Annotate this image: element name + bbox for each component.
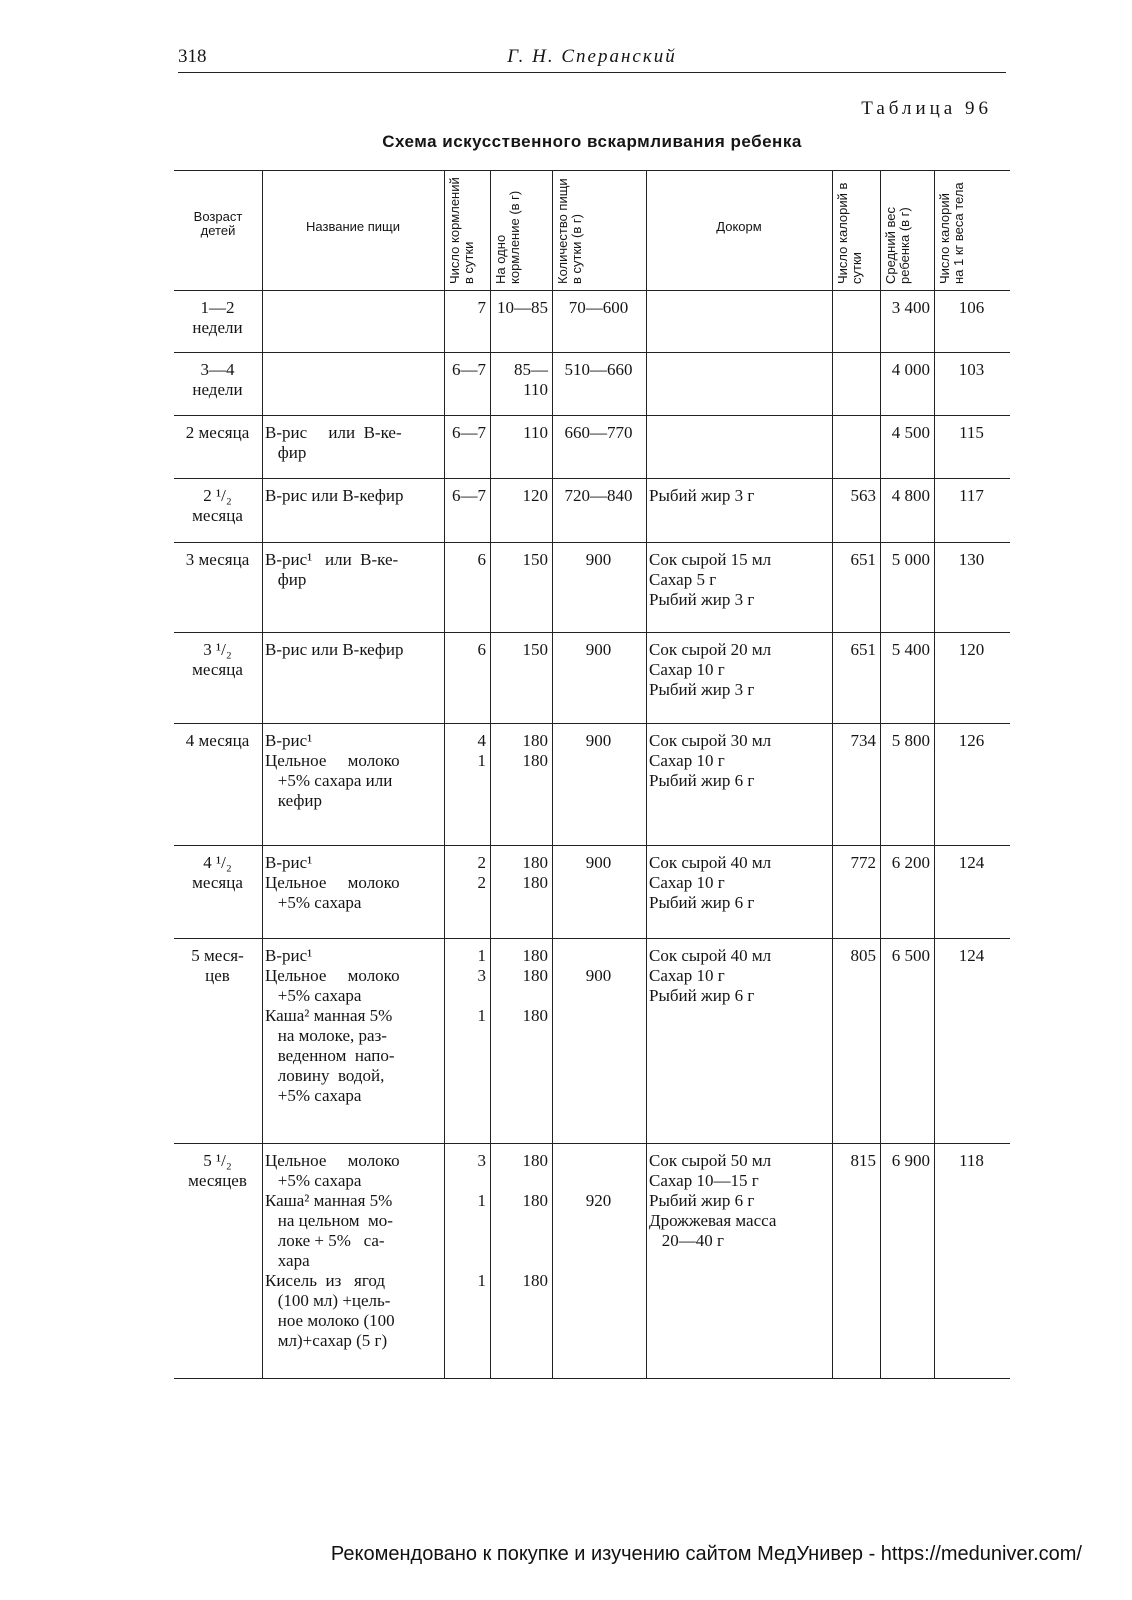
age-cell: 3—4 недели	[192, 360, 243, 399]
daily-amount-cell: 900	[585, 550, 612, 569]
column-rule	[832, 170, 833, 1378]
weight-cell: 4 000	[891, 360, 930, 379]
supplement-cell: Сок сырой 20 мл Сахар 10 г Рыбий жир 3 г	[649, 640, 772, 699]
weight-cell: 5 000	[891, 550, 930, 569]
age-cell: 1—2 недели	[192, 298, 243, 337]
food-cell: В-рис¹ Цельное молоко +5% сахара или кефир	[265, 731, 400, 810]
table-rule	[174, 1143, 1010, 1144]
per-feed-cell: 110	[523, 423, 548, 442]
daily-amount-cell: 900	[585, 731, 612, 750]
page-header	[178, 44, 1006, 73]
calories-cell: 651	[850, 550, 876, 569]
table-label: Таблица 96	[861, 98, 992, 119]
column-rule	[934, 170, 935, 1378]
daily-amount-cell: 920	[585, 1191, 612, 1210]
feeds-cell: 3 1 1	[477, 1151, 486, 1290]
per-feed-cell: 10—85	[497, 298, 548, 317]
feeds-cell: 4 1	[477, 731, 486, 770]
weight-cell: 6 500	[891, 946, 930, 965]
column-header: Количество пищи в сутки (в г)	[555, 178, 584, 284]
food-cell: В-рис или В-ке- фир	[265, 423, 402, 462]
calories-per-kg-cell: 106	[958, 298, 985, 317]
per-feed-cell: 180 180 180	[522, 1151, 548, 1290]
calories-per-kg-cell: 124	[958, 853, 985, 872]
table-rule	[174, 723, 1010, 724]
feeds-cell: 2 2	[477, 853, 486, 892]
column-rule	[490, 170, 491, 1378]
column-rule	[880, 170, 881, 1378]
calories-per-kg-cell: 124	[958, 946, 985, 965]
calories-cell: 772	[850, 853, 876, 872]
daily-amount-cell: 660—770	[564, 423, 633, 442]
column-rule	[552, 170, 553, 1378]
column-header: Возраст детей	[193, 209, 243, 238]
column-header: Число калорий на 1 кг веса тела	[937, 182, 966, 284]
age-cell: 4 месяца	[185, 731, 250, 750]
column-rule	[444, 170, 445, 1378]
per-feed-cell: 180 180	[522, 853, 548, 892]
table-rule	[174, 542, 1010, 543]
age-cell: 3 ¹/₂ месяца	[192, 640, 243, 679]
daily-amount-cell: 900	[585, 640, 612, 659]
running-head: Г. Н. Сперанский	[507, 46, 677, 67]
age-cell: 5 меся- цев	[191, 946, 244, 985]
feeds-cell: 6	[477, 550, 486, 569]
calories-per-kg-cell: 118	[959, 1151, 984, 1170]
calories-per-kg-cell: 130	[958, 550, 985, 569]
feeds-cell: 1 3 1	[477, 946, 486, 1025]
supplement-cell: Рыбий жир 3 г	[649, 486, 755, 505]
supplement-cell: Сок сырой 50 мл Сахар 10—15 г Рыбий жир 6 г Дрожжевая масса 20—40 г	[649, 1151, 777, 1250]
column-header: На одно кормление (в г)	[493, 190, 522, 284]
page-number: 318	[178, 46, 207, 67]
calories-cell: 563	[850, 486, 876, 505]
per-feed-cell: 120	[522, 486, 548, 505]
calories-per-kg-cell: 120	[958, 640, 985, 659]
supplement-cell: Сок сырой 40 мл Сахар 10 г Рыбий жир 6 г	[649, 946, 772, 1005]
age-cell: 2 месяца	[185, 423, 250, 442]
calories-cell: 805	[850, 946, 876, 965]
per-feed-cell: 150	[522, 550, 548, 569]
daily-amount-cell: 720—840	[564, 486, 633, 505]
column-header: Число кормлений в сутки	[447, 177, 476, 284]
column-rule	[262, 170, 263, 1378]
calories-per-kg-cell: 103	[958, 360, 985, 379]
supplement-cell: Сок сырой 15 мл Сахар 5 г Рыбий жир 3 г	[649, 550, 772, 609]
age-cell: 5 ¹/₂ месяцев	[188, 1151, 247, 1190]
feeds-cell: 6	[477, 640, 486, 659]
food-cell: В-рис¹ или В-ке- фир	[265, 550, 399, 589]
calories-cell: 734	[850, 731, 876, 750]
food-cell: Цельное молоко +5% сахара Каша² манная 5% на цельном мо- локе + 5% са- хара Кисель из ягод (100 мл) +цель- ное молоко (100 мл)+сахар (5 г)	[265, 1151, 400, 1350]
per-feed-cell: 150	[522, 640, 548, 659]
daily-amount-cell: 900	[585, 966, 612, 985]
daily-amount-cell: 510—660	[564, 360, 633, 379]
column-header: Название пищи	[306, 219, 400, 234]
table-rule	[174, 478, 1010, 479]
weight-cell: 5 800	[891, 731, 930, 750]
weight-cell: 5 400	[891, 640, 930, 659]
daily-amount-cell: 70—600	[568, 298, 629, 317]
table-rule	[174, 938, 1010, 939]
weight-cell: 3 400	[891, 298, 930, 317]
age-cell: 4 ¹/₂ месяца	[192, 853, 243, 892]
food-cell: В-рис¹ Цельное молоко +5% сахара Каша² манная 5% на молоке, раз- веденном напо- ловину водой, +5% сахара	[265, 946, 400, 1105]
column-header: Докорм	[716, 219, 762, 234]
weight-cell: 4 800	[891, 486, 930, 505]
per-feed-cell: 180 180	[522, 731, 548, 770]
table-rule	[174, 415, 1010, 416]
feeds-cell: 6—7	[452, 486, 486, 505]
table-caption: Схема искусственного вскармливания ребенка	[382, 132, 802, 151]
food-cell: В-рис¹ Цельное молоко +5% сахара	[265, 853, 400, 912]
weight-cell: 6 200	[891, 853, 930, 872]
weight-cell: 6 900	[891, 1151, 930, 1170]
column-rule	[646, 170, 647, 1378]
table-rule	[174, 1378, 1010, 1379]
column-header: Число калорий в сутки	[835, 182, 864, 284]
calories-per-kg-cell: 126	[958, 731, 985, 750]
weight-cell: 4 500	[891, 423, 930, 442]
per-feed-cell: 85— 110	[514, 360, 548, 399]
daily-amount-cell: 900	[585, 853, 612, 872]
table-rule	[174, 352, 1010, 353]
table-rule	[174, 290, 1010, 291]
per-feed-cell: 180 180 180	[522, 946, 548, 1025]
food-cell: В-рис или В-кефир	[265, 486, 404, 505]
calories-per-kg-cell: 115	[959, 423, 984, 442]
footer-recommendation: Рекомендовано к покупке и изучению сайтом МедУнивер - https://meduniver.com/	[330, 1543, 1082, 1565]
feeds-cell: 7	[477, 298, 486, 317]
feeds-cell: 6—7	[452, 360, 486, 379]
table-rule	[174, 632, 1010, 633]
calories-cell: 651	[850, 640, 876, 659]
calories-per-kg-cell: 117	[959, 486, 984, 505]
age-cell: 2 ¹/₂ месяца	[192, 486, 243, 525]
table-rule	[174, 845, 1010, 846]
column-header: Средний вес ребенка (в г)	[883, 207, 912, 284]
calories-cell: 815	[850, 1151, 876, 1170]
age-cell: 3 месяца	[185, 550, 250, 569]
supplement-cell: Сок сырой 40 мл Сахар 10 г Рыбий жир 6 г	[649, 853, 772, 912]
feeds-cell: 6—7	[452, 423, 486, 442]
supplement-cell: Сок сырой 30 мл Сахар 10 г Рыбий жир 6 г	[649, 731, 772, 790]
table-rule	[174, 170, 1010, 171]
food-cell: В-рис или В-кефир	[265, 640, 404, 659]
